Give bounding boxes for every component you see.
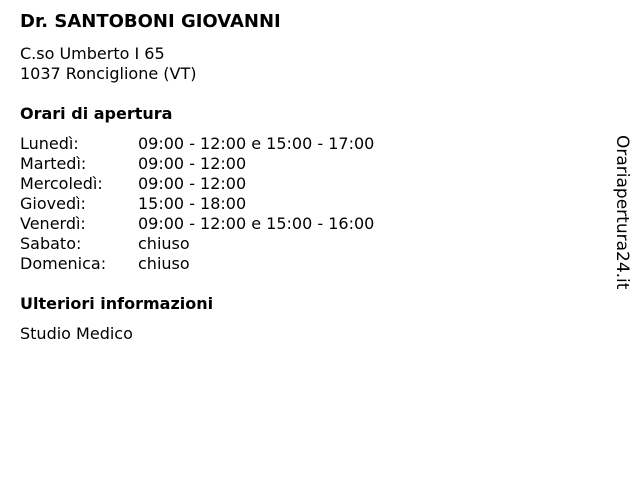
day-hours: chiuso: [138, 234, 190, 253]
day-label: Martedì:: [20, 154, 87, 173]
address-street: C.so Umberto I 65: [20, 44, 165, 63]
day-hours: 09:00 - 12:00: [138, 174, 247, 193]
day-hours: 09:00 - 12:00 e 15:00 - 17:00: [138, 134, 375, 153]
day-hours: chiuso: [138, 254, 190, 273]
day-hours: 09:00 - 12:00: [138, 154, 247, 173]
day-hours: 15:00 - 18:00: [138, 194, 247, 213]
opening-hours-heading: Orari di apertura: [20, 104, 173, 123]
day-label: Sabato:: [20, 234, 82, 253]
address-city: 1037 Ronciglione (VT): [20, 64, 197, 83]
day-hours: 09:00 - 12:00 e 15:00 - 16:00: [138, 214, 375, 233]
business-category: Studio Medico: [20, 324, 133, 343]
day-label: Lunedì:: [20, 134, 79, 153]
day-label: Giovedì:: [20, 194, 86, 213]
day-label: Venerdì:: [20, 214, 86, 233]
more-info-heading: Ulteriori informazioni: [20, 294, 214, 313]
day-label: Domenica:: [20, 254, 107, 273]
site-watermark: Orariapertura24.it: [612, 135, 632, 290]
business-name: Dr. SANTOBONI GIOVANNI: [20, 11, 281, 32]
day-label: Mercoledì:: [20, 174, 103, 193]
